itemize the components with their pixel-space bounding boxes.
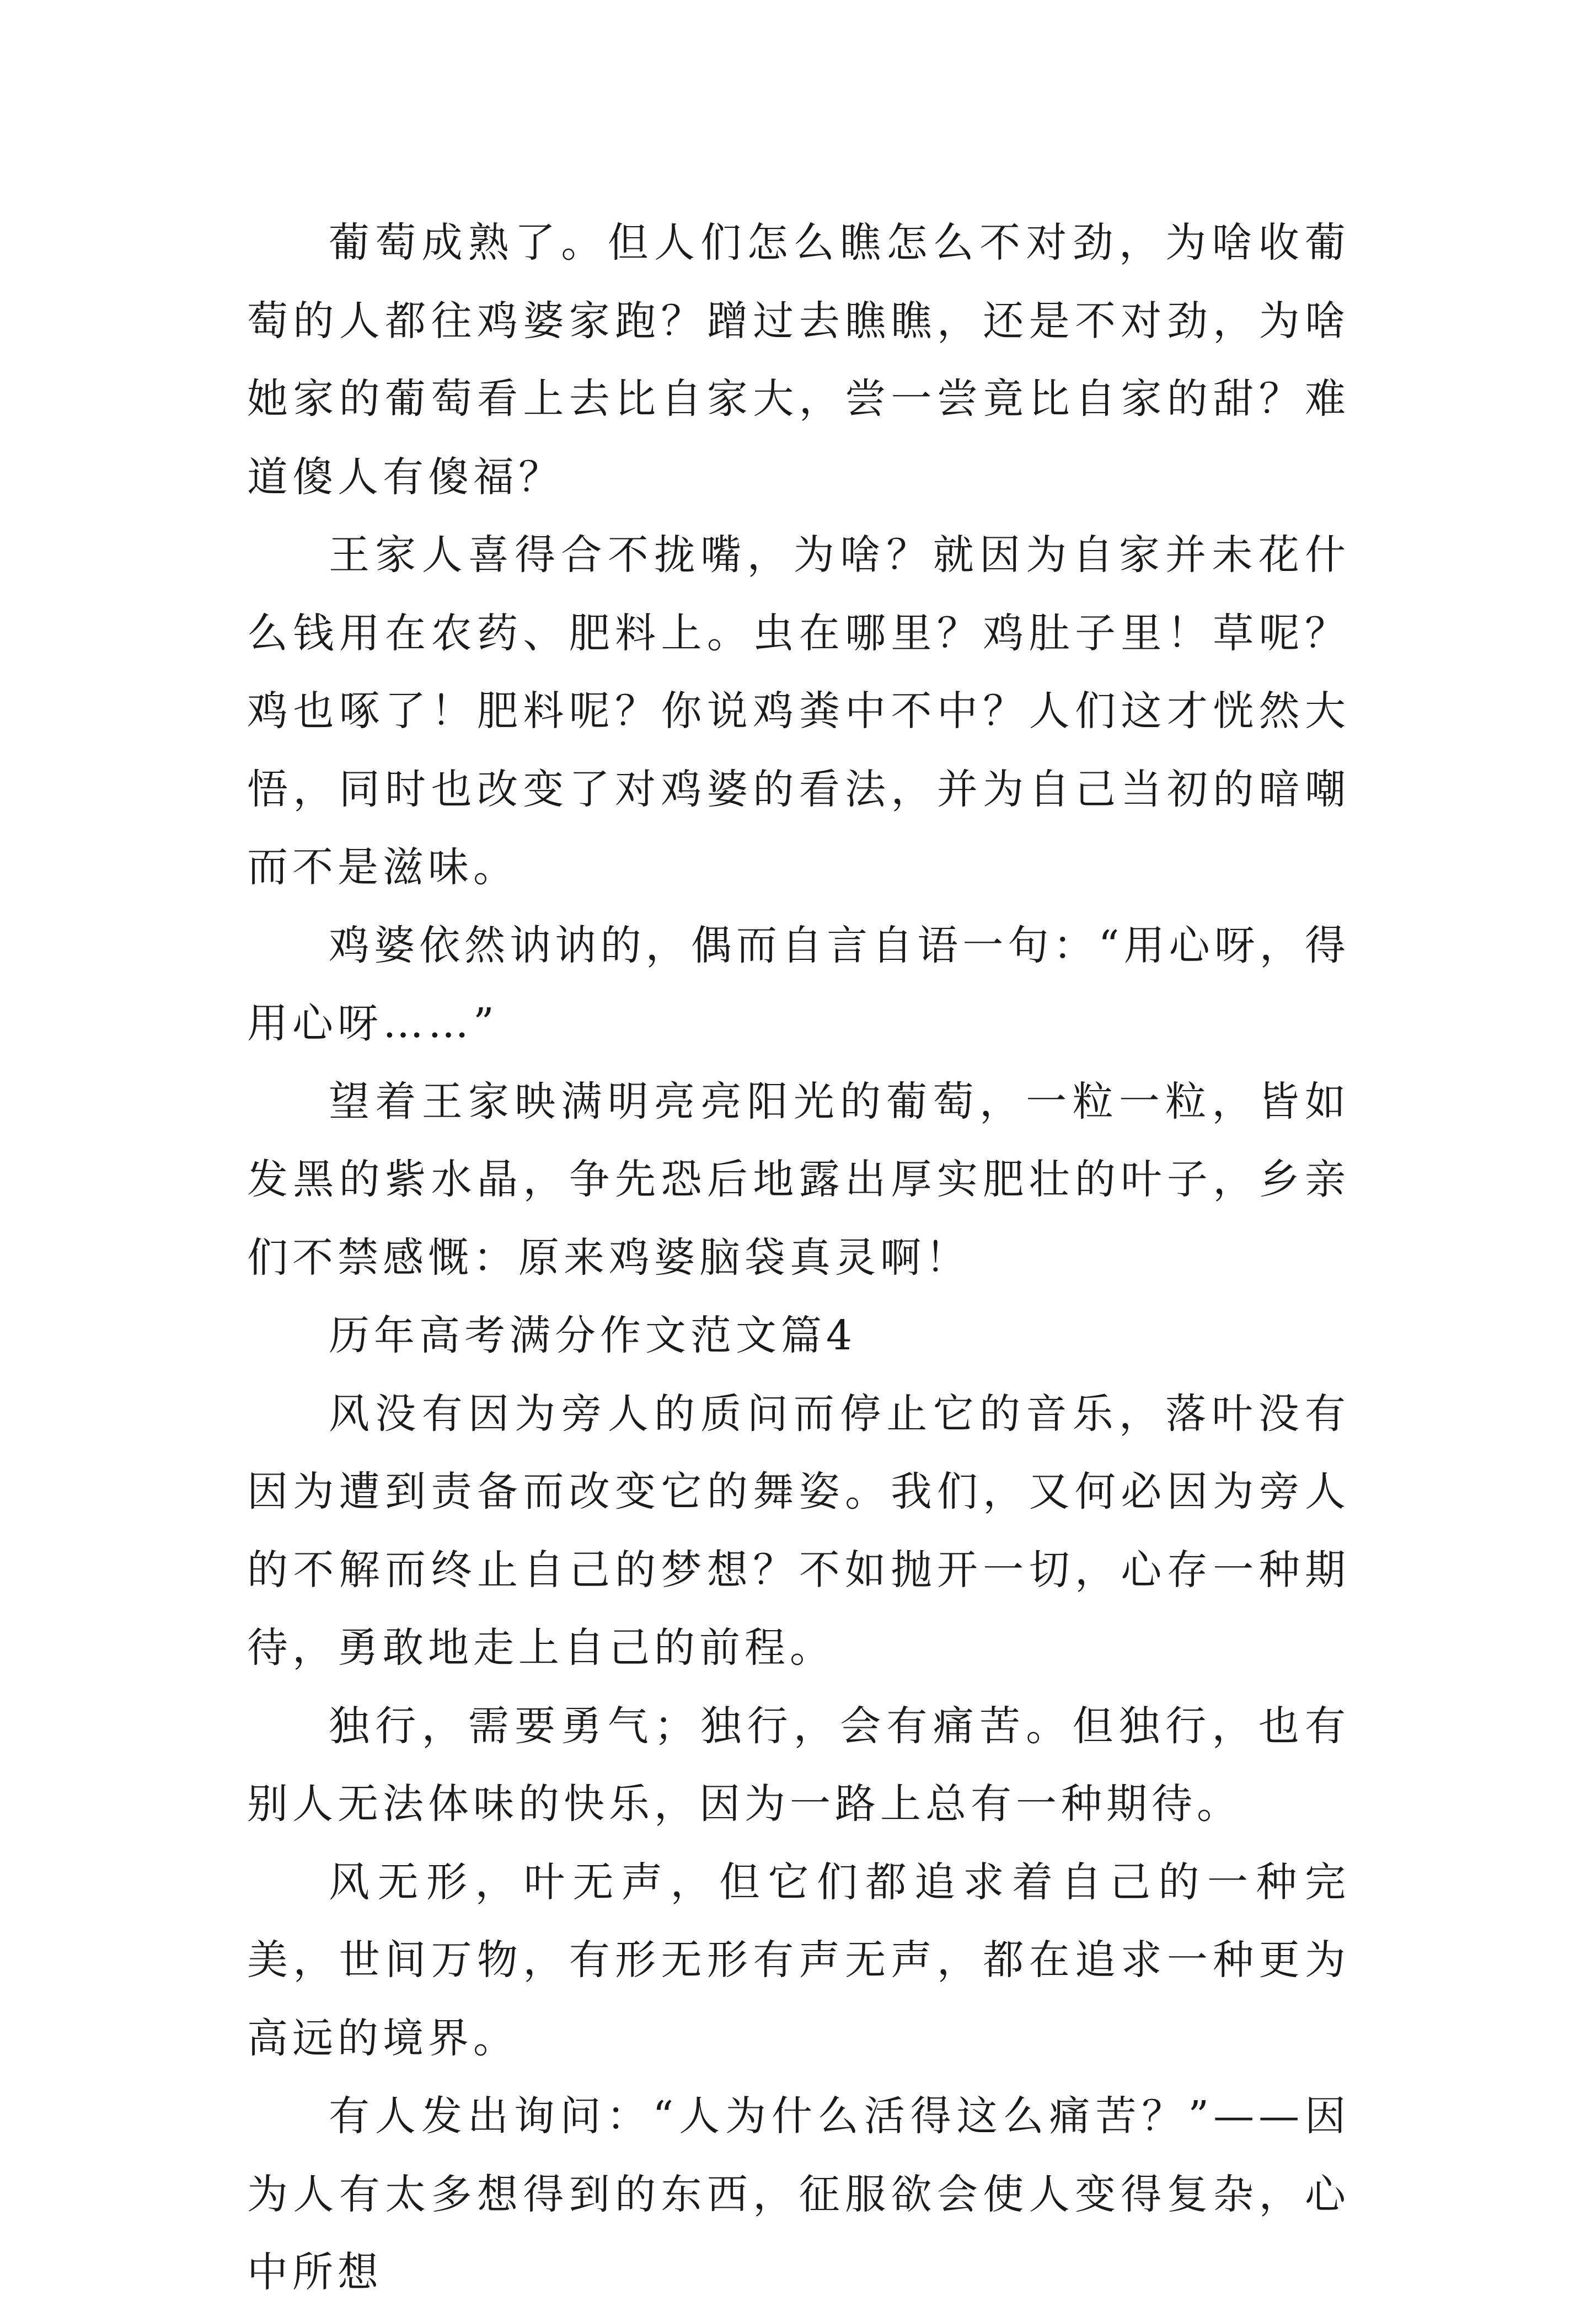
paragraph-wang-family: 王家人喜得合不拢嘴，为啥？就因为自家并未花什么钱用在农药、肥料上。虫在哪里？鸡肚子里！草呢？鸡也啄了！肥料呢？你说鸡粪中不中？人们这才恍然大悟，同时也改变了对鸡婆的看法，并为自己当初的暗嘲而不是滋味。 (247, 531, 1350, 891)
paragraph-villagers-sigh: 望着王家映满明亮亮阳光的葡萄，一粒一粒，皆如发黑的紫水晶，争先恐后地露出厚实肥壮的叶子，乡亲们不禁感慨：原来鸡婆脑袋真灵啊！ (247, 1077, 1350, 1282)
document-body (247, 204, 1350, 2312)
paragraph-walking-alone: 独行，需要勇气；独行，会有痛苦。但独行，也有别人无法体味的快乐，因为一路上总有一种期待。 (247, 1702, 1350, 1828)
paragraph-grapes-ripe: 葡萄成熟了。但人们怎么瞧怎么不对劲，为啥收葡萄的人都往鸡婆家跑？蹭过去瞧瞧，还是不对劲，为啥她家的葡萄看上去比自家大，尝一尝竟比自家的甜？难道傻人有傻福？ (247, 219, 1350, 501)
section-heading: 历年高考满分作文范文篇4 (329, 1312, 857, 1359)
paragraph-formless-wind: 风无形，叶无声，但它们都追求着自己的一种完美，世间万物，有形无形有声无声，都在追求一种更为高远的境界。 (247, 1858, 1350, 2062)
paragraph-jipo-murmurs: 鸡婆依然讷讷的，偶而自言自语一句：“用心呀，得用心呀……” (247, 921, 1350, 1047)
paragraph-why-suffering: 有人发出询问：“人为什么活得这么痛苦？”——因为人有太多想得到的东西，征服欲会使人变得复杂，心中所想 (247, 2092, 1350, 2296)
paragraph-wind-leaves: 风没有因为旁人的质问而停止它的音乐，落叶没有因为遭到责备而改变它的舞姿。我们，又何必因为旁人的不解而终止自己的梦想？不如抛开一切，心存一种期待，勇敢地走上自己的前程。 (247, 1390, 1350, 1672)
